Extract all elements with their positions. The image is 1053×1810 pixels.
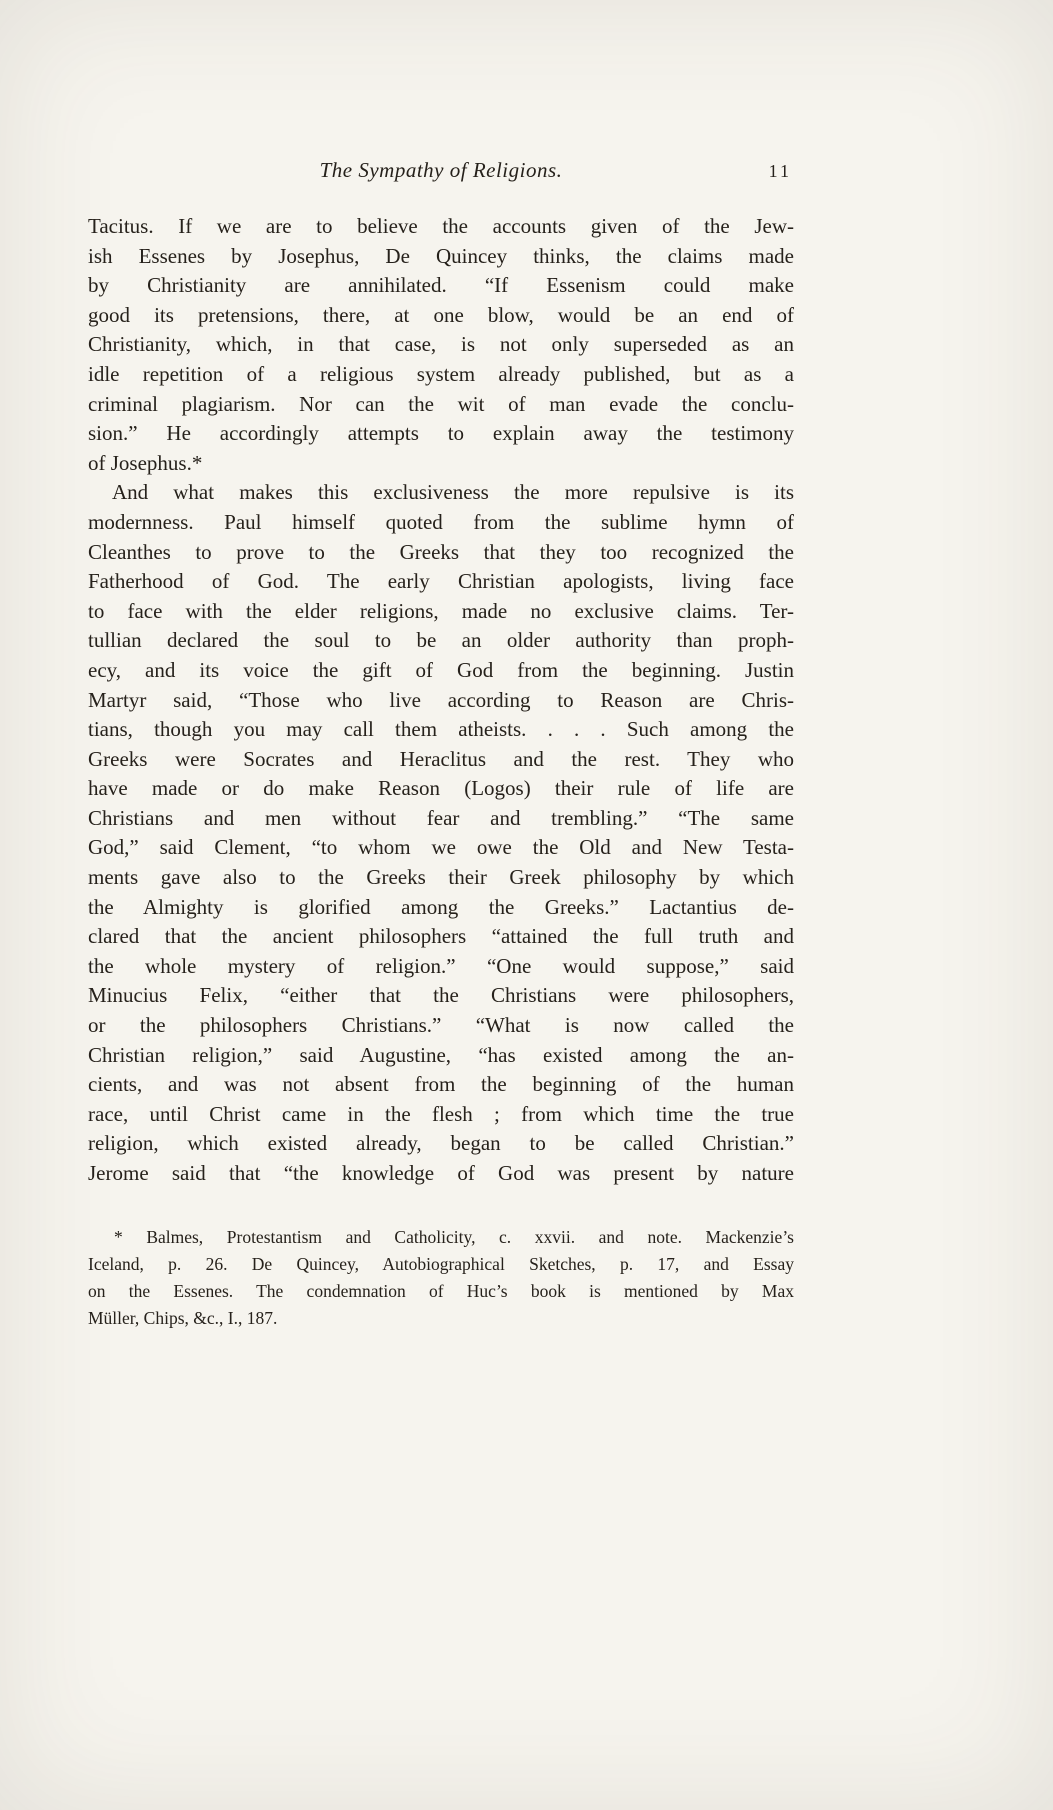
- text-line: ish Essenes by Josephus, De Quincey thinks, the claims made: [88, 243, 794, 268]
- text-line: And what makes this exclusiveness the more repulsive is its: [112, 480, 794, 505]
- text-line: on the Essenes. The condemnation of Huc’s book is mentioned by Max: [88, 1281, 794, 1301]
- text-line: tullian declared the soul to be an older authority than proph-: [88, 628, 794, 653]
- running-title: The Sympathy of Religions.: [319, 158, 563, 182]
- text-line: God,” said Clement, “to whom we owe the Old and New Testa-: [88, 835, 794, 860]
- text-line: clared that the ancient philosophers “attained the full truth and: [88, 924, 794, 949]
- text-line: or the philosophers Christians.” “What is now called the: [88, 1013, 794, 1038]
- text-line: ments gave also to the Greeks their Greek philosophy by which: [88, 865, 794, 890]
- text-line: Greeks were Socrates and Heraclitus and the rest. They who: [88, 746, 794, 771]
- text-line: Minucius Felix, “either that the Christians were philosophers,: [88, 983, 794, 1008]
- text-line: Müller, Chips, &c., I., 187.: [88, 1308, 278, 1328]
- text-line: race, until Christ came in the flesh ; from which time the true: [88, 1101, 794, 1126]
- text-line: Christianity, which, in that case, is not only superseded as an: [88, 332, 794, 357]
- text-line: modernness. Paul himself quoted from the sublime hymn of: [88, 509, 794, 534]
- text-line: Cleanthes to prove to the Greeks that they too recognized the: [88, 539, 794, 564]
- page-number: 11: [768, 161, 792, 181]
- text-line: Martyr said, “Those who live according to Reason are Chris-: [88, 687, 794, 712]
- text-line: to face with the elder religions, made no exclusive claims. Ter-: [88, 598, 794, 623]
- text-line: sion.” He accordingly attempts to explain away the testimony: [88, 421, 794, 446]
- text-line: * Balmes, Protestantism and Catholicity, c. xxvii. and note. Mackenzie’s: [114, 1227, 794, 1247]
- text-line: the Almighty is glorified among the Greeks.” Lactantius de-: [88, 894, 794, 919]
- paragraph: [88, 478, 794, 1188]
- text-line: the whole mystery of religion.” “One would suppose,” said: [88, 953, 794, 978]
- text-line: criminal plagiarism. Nor can the wit of man evade the conclu-: [88, 391, 794, 416]
- text-line: tians, though you may call them atheists. . . . Such among the: [88, 717, 794, 742]
- text-line: by Christianity are annihilated. “If Essenism could make: [88, 273, 794, 298]
- text-line: Christians and men without fear and trembling.” “The same: [88, 805, 794, 830]
- running-header: [88, 158, 794, 192]
- text-line: Jerome said that “the knowledge of God was present by nature: [88, 1161, 794, 1185]
- text-line: have made or do make Reason (Logos) their rule of life are: [88, 776, 794, 801]
- text-line: Tacitus. If we are to believe the accounts given of the Jew-: [88, 214, 794, 238]
- text-line: idle repetition of a religious system already published, but as a: [88, 361, 794, 386]
- paragraph: [88, 212, 794, 478]
- text-line: ecy, and its voice the gift of God from the beginning. Justin: [88, 657, 794, 682]
- text-line: cients, and was not absent from the beginning of the human: [88, 1072, 794, 1097]
- body-text: [88, 212, 794, 1189]
- text-line: Fatherhood of God. The early Christian apologists, living face: [88, 569, 794, 594]
- text-line: religion, which existed already, began to be called Christian.”: [88, 1131, 794, 1156]
- text-line: of Josephus.*: [88, 450, 203, 475]
- text-line: Christian religion,” said Augustine, “has existed among the an-: [88, 1042, 794, 1067]
- text-line: Iceland, p. 26. De Quincey, Autobiographical Sketches, p. 17, and Essay: [88, 1254, 794, 1274]
- footnote: [88, 1224, 794, 1332]
- text-line: good its pretensions, there, at one blow, would be an end of: [88, 302, 794, 327]
